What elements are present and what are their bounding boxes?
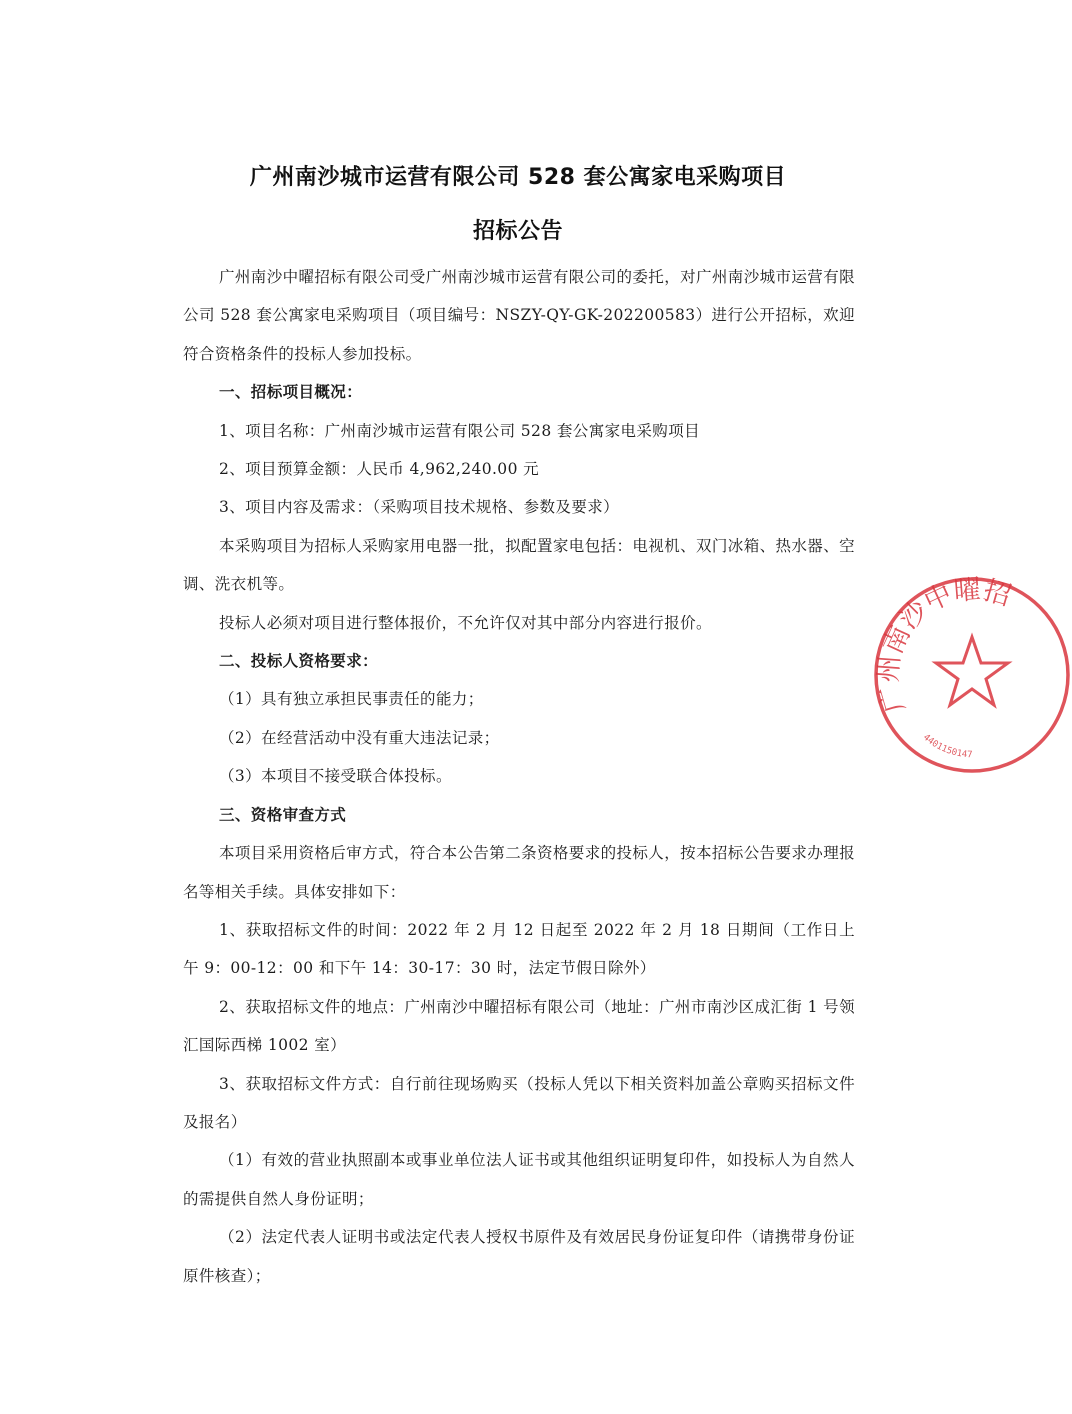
section-heading-1: 一、招标项目概况： bbox=[219, 383, 363, 402]
seal-star-icon bbox=[936, 637, 1008, 705]
location-paragraph: 2、获取招标文件的地点：广州南沙中曜招标有限公司（地址：广州市南沙区成汇街 1 号领汇国际西梯 1002 室） bbox=[183, 997, 855, 1055]
qualification-item: （2）在经营活动中没有重大违法记录； bbox=[219, 728, 500, 747]
seal-text: 广州南沙中曜招 bbox=[873, 575, 1015, 716]
document-body bbox=[183, 258, 855, 1295]
svg-text:广州南沙中曜招 bbox=[873, 575, 1014, 716]
time-paragraph: 1、获取招标文件的时间：2022 年 2 月 12 日起至 2022 年 2 月 18 日期间（工作日上午 9：00-12：00 和下午 14：30-17：30 时，法定节假日除外） bbox=[183, 920, 855, 978]
qualification-item: （1）具有独立承担民事责任的能力； bbox=[219, 690, 484, 709]
document-title: 广州南沙城市运营有限公司 528 套公寓家电采购项目 bbox=[249, 165, 787, 190]
budget-line: 2、项目预算金额：人民币 4,962,240.00 元 bbox=[219, 460, 540, 479]
requirements-line: 3、项目内容及需求：（采购项目技术规格、参数及要求） bbox=[219, 498, 620, 517]
project-name-line: 1、项目名称：广州南沙城市运营有限公司 528 套公寓家电采购项目 bbox=[219, 421, 701, 440]
document-requirement-item: （1）有效的营业执照副本或事业单位法人证书或其他组织证明复印件，如投标人为自然人的需提供自然人身份证明； bbox=[183, 1151, 855, 1208]
qualification-item: （3）本项目不接受联合体投标。 bbox=[219, 767, 452, 786]
document-requirement-item: （2）法定代表人证明书或法定代表人授权书原件及有效居民身份证复印件（请携带身份证原件核查）； bbox=[183, 1228, 855, 1285]
review-paragraph: 本项目采用资格后审方式，符合本公告第二条资格要求的投标人，按本招标公告要求办理报名等相关手续。具体安排如下： bbox=[183, 844, 856, 901]
company-seal-stamp bbox=[872, 575, 1072, 775]
section-heading-2: 二、投标人资格要求： bbox=[219, 652, 379, 671]
quote-rule-paragraph: 投标人必须对项目进行整体报价，不允许仅对其中部分内容进行报价。 bbox=[219, 613, 712, 632]
intro-paragraph: 广州南沙中曜招标有限公司受广州南沙城市运营有限公司的委托，对广州南沙城市运营有限公司 528 套公寓家电采购项目（项目编号：NSZY-QY-GK-202200583）进行公开招标，欢迎符合资格条件的投标人参加投标。 bbox=[183, 268, 856, 363]
svg-text:4401150147 bbox=[921, 733, 973, 761]
section-heading-3: 三、资格审查方式 bbox=[219, 805, 347, 824]
document-subtitle: 招标公告 bbox=[472, 219, 563, 244]
seal-code: 4401150147 bbox=[920, 732, 973, 761]
method-paragraph: 3、获取招标文件方式：自行前往现场购买（投标人凭以下相关资料加盖公章购买招标文件及报名） bbox=[183, 1074, 855, 1131]
scope-paragraph: 本采购项目为招标人采购家用电器一批，拟配置家电包括：电视机、双门冰箱、热水器、空调、洗衣机等。 bbox=[183, 536, 856, 594]
